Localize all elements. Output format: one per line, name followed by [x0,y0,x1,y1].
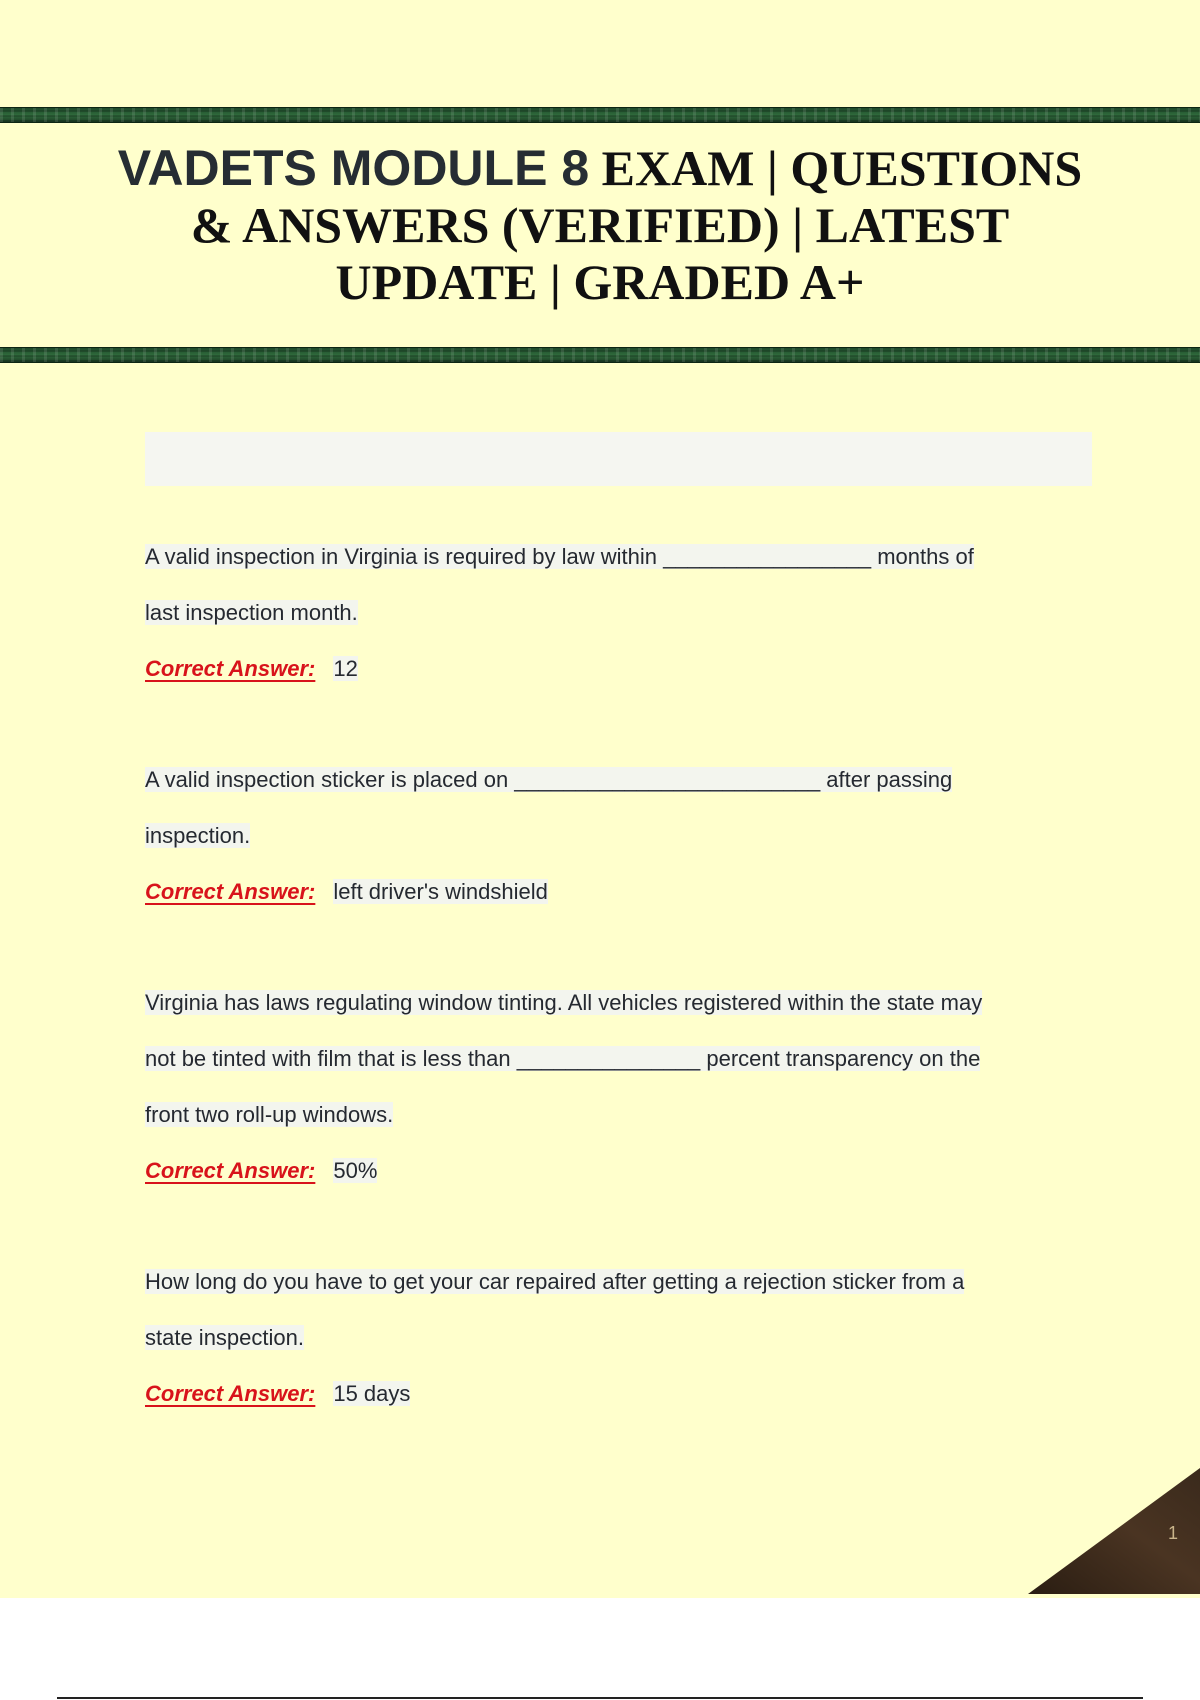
question-3-line-3 [145,1087,1095,1143]
top-decorative-band [0,107,1200,123]
question-1-line-1-text: A valid inspection in Virginia is required by law within _________________ months of [145,544,974,569]
question-4-line-2-text: state inspection. [145,1325,304,1350]
title-line-3: UPDATE | GRADED A+ [335,254,865,310]
question-block-1 [145,529,1095,697]
answer-2-label: Correct Answer: [145,879,316,904]
question-4-line-1 [145,1254,1095,1310]
bottom-decorative-band [0,347,1200,363]
answer-3-value: 50% [333,1158,378,1183]
question-2-line-1-text: A valid inspection sticker is placed on _________________________ after passing [145,767,953,792]
answer-2-value: left driver's windshield [333,879,548,904]
title-line-1-serif: EXAM | QUESTIONS [589,140,1083,196]
question-block-3 [145,975,1095,1199]
question-2-line-2-text: inspection. [145,823,251,848]
question-2-line-1 [145,752,1095,808]
question-3-line-2 [145,1031,1095,1087]
question-2-line-2 [145,808,1095,864]
document-title [100,140,1100,311]
answer-3-label: Correct Answer: [145,1158,316,1183]
answer-1-label: Correct Answer: [145,656,316,681]
answer-4-label: Correct Answer: [145,1381,316,1406]
answer-4 [145,1366,1095,1422]
question-block-2 [145,752,1095,920]
answer-2 [145,864,1095,920]
footer-rule [57,1697,1143,1699]
answer-3 [145,1143,1095,1199]
question-3-line-1 [145,975,1095,1031]
answer-1-value: 12 [333,656,358,681]
question-1-line-1 [145,529,1095,585]
question-4-line-1-text: How long do you have to get your car repaired after getting a rejection sticker from a [145,1269,965,1294]
question-3-line-3-text: front two roll-up windows. [145,1102,394,1127]
question-4-line-2 [145,1310,1095,1366]
title-line-2: & ANSWERS (VERIFIED) | LATEST [190,197,1010,253]
answer-4-value: 15 days [333,1381,411,1406]
question-1-line-2 [145,585,1095,641]
question-3-line-2-text: not be tinted with film that is less than _______________ percent transparency on the [145,1046,981,1071]
question-block-4 [145,1254,1095,1422]
title-line-1 [100,140,1100,197]
question-1-line-2-text: last inspection month. [145,600,358,625]
question-3-line-1-text: Virginia has laws regulating window tinting. All vehicles registered within the state may [145,990,983,1015]
blank-header-bar [145,432,1092,486]
answer-1 [145,641,1095,697]
title-line-1-sans: VADETS MODULE 8 [117,140,590,196]
page-number: 1 [1167,1523,1178,1543]
